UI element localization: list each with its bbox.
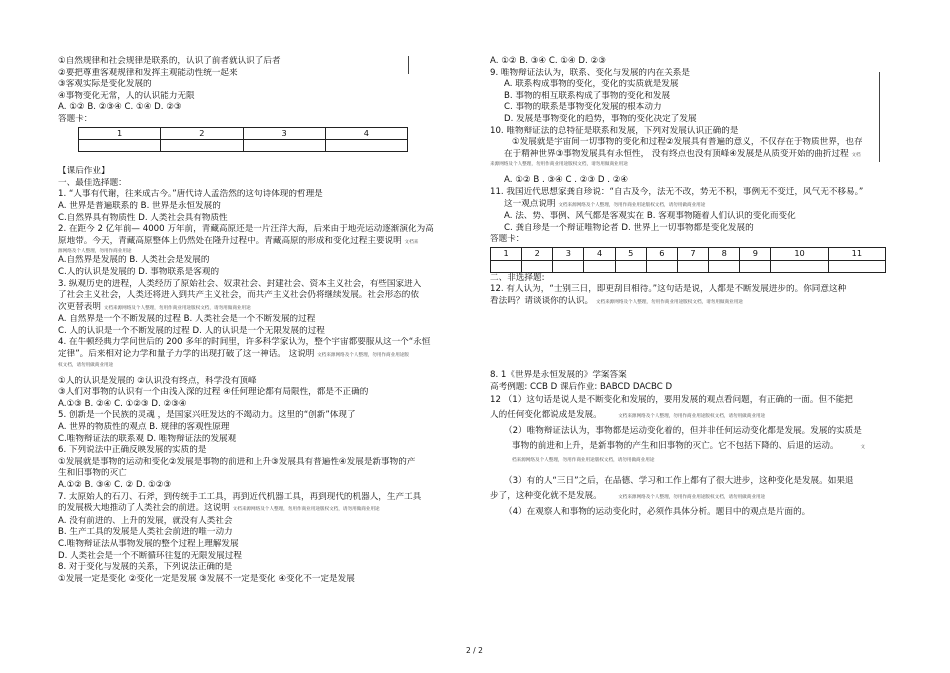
- table-cell: 1: [491, 247, 522, 260]
- answer-cell[interactable]: [243, 140, 325, 152]
- watermark-note: 档来源网络及个人整理，勿用作商业用途版权文档，请勿用做商业用途: [512, 458, 655, 464]
- answer-paragraph: [490, 489, 900, 505]
- question: [58, 302, 458, 315]
- option-row: B. 生产工具的发展是人类社会前进的唯一动力: [58, 527, 233, 538]
- option-row: C.唯物辩证法的联系观 D. 唯物辩证法的发展观: [58, 433, 237, 444]
- question-text: 的发展极大地推动了人类社会的前进。这说明: [58, 503, 230, 514]
- table-cell: 3: [553, 247, 584, 260]
- table-cell: 2: [161, 127, 243, 140]
- answer-text: 事物的前进和上升，是新事物的产生和旧事物的灭亡。它不包括下降的、后退的运动。: [512, 441, 839, 452]
- right-column: [490, 56, 900, 520]
- option-row: 生和旧事物的灭亡: [58, 468, 127, 479]
- question: 7. 太原始人的石刀、石斧，到传统手工工具，再到近代机器工具，再到现代的机器人，生产工具: [58, 491, 422, 502]
- option-row: ①发展就是事物的运动和变化②发展是事物的前进和上升③发展具有普遍性④发展是新事物的产: [58, 456, 416, 467]
- table-cell: 9: [740, 247, 771, 260]
- option-row: A. 世界是普遍联系的 B. 世界是永恒发展的: [58, 200, 221, 211]
- answer-cell[interactable]: [828, 260, 885, 272]
- text-line: ③客观实际是变化发展的: [58, 79, 152, 90]
- option-row: ①发展一定是变化 ②变化一定是发展 ③发展不一定是变化 ④变化不一定是发展: [58, 573, 355, 584]
- option-row: C.自然界具有物质性 D. 人类社会具有物质性: [58, 212, 228, 223]
- question: 10. 唯物辩证法的总特征是联系和发展，下列对发展认识正确的是: [490, 125, 739, 136]
- answer-key: 高考例题: CCB D 课后作业: BABCD DACBC D: [490, 381, 673, 392]
- answer-text: 人的任何变化都说成是发展。: [490, 410, 602, 421]
- option-row: C.人的认识是发展的 D. 事物联系是客观的: [58, 266, 220, 277]
- question: 1. “人事有代谢，往来成古今。”唐代诗人孟浩然的这句诗体现的哲理是: [58, 189, 323, 200]
- answer-options: A. ①② B . ③④ C . ②③ D . ②④: [504, 175, 629, 186]
- table-cell: 7: [677, 247, 708, 260]
- option-row: C. 事物的联系是事物变化发展的根本动力: [504, 102, 662, 113]
- watermark-note: 文档来源网络及个人整理，勿用作商业用途版权文档，请勿用做商业用途: [618, 414, 766, 420]
- watermark-note: 文: [860, 445, 866, 451]
- watermark-note: 文档来源网络及个人整理，勿用作商业用途版权文档，请勿用做商业用途: [618, 495, 766, 501]
- left-column: [58, 56, 458, 585]
- section-heading: 【课后作业】: [58, 166, 110, 177]
- option-row: A. 没有前进的、上升的发展，就没有人类社会: [58, 515, 233, 526]
- answer-cell[interactable]: [771, 260, 828, 272]
- option-row: C.唯物辩证法从事物发展的整个过程上理解发展: [58, 538, 239, 549]
- question-text: 定律”。后来相对论力学和量子力学的出现打破了这一神话。 这说明: [58, 349, 315, 360]
- answer-options: A. ①② B. ②③④ C. ①④ D. ②③: [58, 102, 182, 113]
- answer-paragraph: （4）在观察人和事物的运动变化时，必须作具体分析。题目中的观点是片面的。: [504, 507, 811, 518]
- text-line: ①自然规律和社会规律是联系的，认识了前者就认识了后者: [58, 56, 281, 66]
- question-text: 原地带。今天，青藏高原整体上仍然处在隆升过程中。青藏高原的形成和变化过程主要说明: [58, 235, 402, 246]
- answer-cell[interactable]: [553, 260, 584, 272]
- table-cell: 11: [828, 247, 885, 260]
- option-row: ③人们对事物的认识有一个由浅入深的过程 ④任何理论都有局限性，都是不正确的: [58, 387, 369, 398]
- watermark-note: 权文档，请勿用做商业用途: [58, 362, 114, 368]
- table-cell: 4: [584, 247, 615, 260]
- answer-cell[interactable]: [325, 140, 407, 152]
- option-row: A. 自然界是一个不断发展的过程 B. 人类社会是一个不断发展的过程: [58, 314, 316, 325]
- option-row: D. 发展是事物变化的趋势，事物的变化决定了发展: [504, 113, 697, 124]
- answer-cell[interactable]: [79, 140, 161, 152]
- option-row: C. 龚自珍是一个辩证唯物论者 D. 世界上一切事物都是变化发展的: [504, 222, 754, 233]
- answer-paragraph: （2）唯物辩证法认为，事物都是运动变化着的，但并非任何运动变化都是发展。发展的实质是: [504, 426, 862, 437]
- answer-options: A.①③ B. ②④ C. ①②③ D. ②③④: [58, 398, 187, 409]
- page-number: 2 / 2: [466, 646, 483, 655]
- question-text: 这一观点说明: [504, 198, 556, 209]
- option-row: ①发展就是宇宙间一切事物的变化和过程②发展具有普遍的意义，不仅存在于物质世界，也存: [512, 137, 863, 148]
- question: [58, 236, 458, 249]
- answer-paragraph: （3）有的人“三日”之后，在品德、学习和工作上都有了很大进步，这种变化是发展。如果退: [504, 476, 854, 487]
- question: 3. 纵观历史的进程，人类经历了原始社会、奴隶社会、封建社会、资本主义社会，有些国家进入: [58, 278, 422, 289]
- table-cell: 5: [615, 247, 646, 260]
- answer-card-label: 答题卡：: [490, 234, 525, 245]
- answer-card-label: 答题卡：: [58, 113, 93, 124]
- question-text: 次更替表明: [58, 301, 101, 312]
- option-row: A.自然界是发展的 B. 人类社会是发展的: [58, 255, 210, 266]
- question: 6. 下列说法中正确反映发展的实质的是: [58, 445, 207, 456]
- watermark-note: 文档来: [404, 239, 419, 245]
- answer-paragraph: [490, 408, 900, 424]
- answer-cell[interactable]: [740, 260, 771, 272]
- watermark-note: 文档来源网络及个人整理，勿用作商业用途版权文档，请勿用做商业用途: [595, 299, 743, 305]
- answer-cell[interactable]: [584, 260, 615, 272]
- question: 4. 在牛顿经典力学问世后的 200 多年的时间里，许多科学家认为，整个宇宙都要服从这一个“永恒: [58, 337, 431, 348]
- question: 8. 对于变化与发展的关系，下列说法正确的是: [58, 562, 233, 573]
- answer-cell[interactable]: [709, 260, 740, 272]
- option-row: A. 法、势、事例、风气都是客观实在 B. 客观事物随着人们认识的变化而变化: [504, 211, 796, 222]
- option-row: D. 人类社会是一个不断循环往复的无限发展过程: [58, 550, 242, 561]
- question: 11. 我国近代思想家龚自珍说：“自古及今，法无不改，势无不积，事例无不变迁，风气无不移易。”: [490, 186, 864, 197]
- table-cell: 6: [646, 247, 677, 260]
- table-cell: 10: [771, 247, 828, 260]
- text-line: ④事物变化无常，人的认识能力无限: [58, 90, 195, 101]
- question-text: 在于精神世界③事物发展具有永恒性， 没有终点也没有顶峰④发展是从质变开始的曲折过程: [504, 148, 849, 159]
- answer-card-table: [490, 247, 886, 273]
- answer-cell[interactable]: [646, 260, 677, 272]
- table-cell: 8: [709, 247, 740, 260]
- answer-cell[interactable]: [522, 260, 553, 272]
- watermark-note: 文档来源网络及个人整理，勿用作商业用途版权文档，请勿用做商业用途: [232, 507, 380, 513]
- answer-section-title: 8. 1《世界是永恒发展的》学案答案: [490, 370, 627, 381]
- answer-cell[interactable]: [677, 260, 708, 272]
- option-row: A. 联系构成事物的变化，变化的实质就是发展: [504, 79, 679, 90]
- table-cell: 1: [79, 127, 161, 140]
- watermark-note: 文档来源网络及个人整理，勿用作商业用途版权文档，请勿用做商业用途: [558, 202, 706, 208]
- question: [58, 349, 458, 362]
- table-cell: 2: [522, 247, 553, 260]
- question: 了社会主义社会，人类还将进入到共产主义社会，而共产主义社会仍将继续发展。社会形态的依: [58, 290, 419, 301]
- question: 5. 创新是一个民族的灵魂 ，是国家兴旺发达的不竭动力。这里的“创新”体现了: [58, 410, 356, 421]
- answer-options: A.①② B. ③④ C. ② D. ①②③: [58, 480, 172, 490]
- question: 12. 有人认为，“士别三日，即更刮目相待。”这句话是说，人都是不断发展进步的。你同意这种: [490, 284, 847, 295]
- answer-paragraph: 12 （1）这句话是说人是不断变化和发展的，要用发展的观点看问题，有正确的一面。但不能把: [490, 395, 853, 406]
- watermark-note: 来源网络及个人整理，勿用作商业用途版权文档，请勿用做商业用途: [490, 162, 628, 168]
- section-subheading: 一、最佳选择题：: [58, 177, 127, 188]
- question: 2. 在距今 2 亿年前— 4000 万年前，青藏高原还是一片汪洋大海，后来由于地壳运动逐渐演化为高: [58, 224, 434, 235]
- answer-text: 步了，这种变化就不是发展。: [490, 491, 602, 502]
- option-row: C. 人的认识是一个不断发展的过程 D. 人的认识是一个无限发展的过程: [58, 325, 325, 336]
- text-line: ②要把尊重客观规律和发挥主观能动性统一起来: [58, 67, 238, 78]
- option-row: [490, 149, 900, 162]
- watermark-note: 源网络及个人整理，勿用作商业用途: [58, 249, 132, 255]
- answer-card-table: [78, 127, 408, 153]
- watermark-note: 文档来源网络及个人整理，勿用作商业用途版权文档，请勿用做商业用途: [103, 305, 251, 311]
- question-text: 看法吗？请谈谈你的认识。: [490, 295, 594, 306]
- answer-paragraph: [490, 439, 900, 455]
- option-row: B. 事物的相互联系构成了事物的变化和发展: [504, 90, 671, 101]
- table-cell: 4: [325, 127, 407, 140]
- question: [490, 296, 900, 309]
- answer-cell[interactable]: [161, 140, 243, 152]
- watermark-note: 文档来源网络及个人整理，勿用作商业用途版: [317, 353, 410, 359]
- question: [58, 503, 458, 516]
- option-row: ①人的认识是发展的 ②认识没有终点，科学没有顶峰: [58, 375, 257, 386]
- table-cell: 3: [243, 127, 325, 140]
- answer-cell[interactable]: [615, 260, 646, 272]
- watermark-note: 文档: [851, 152, 861, 158]
- section-heading: 二、非选择题:: [490, 272, 545, 283]
- option-row: A. 世界的物质性的观点 B. 规律的客观性原理: [58, 422, 230, 433]
- answer-options: A. ①② B. ③④ C. ①④ D. ②③: [490, 56, 606, 66]
- question: [490, 199, 900, 212]
- question: 9. 唯物辩证法认为，联系、变化与发展的内在关系是: [490, 67, 690, 78]
- answer-cell[interactable]: [491, 260, 522, 272]
